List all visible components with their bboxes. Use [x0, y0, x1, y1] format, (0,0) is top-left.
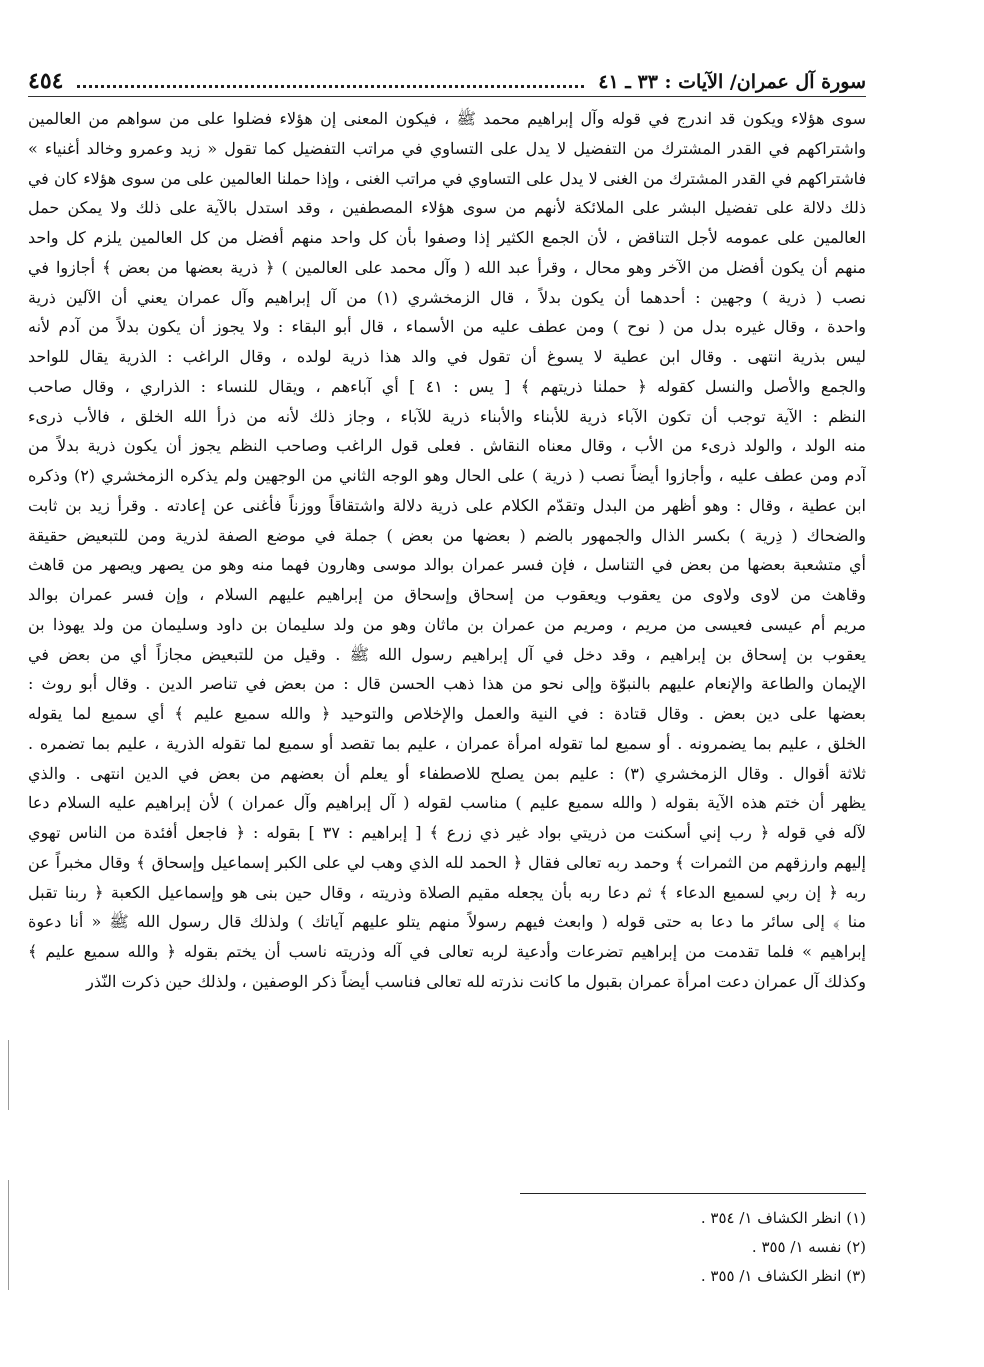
text-line: بعضها على دين بعض . وقال قتادة : في النية والعمل والإخلاص والتوحيد ﴿ والله سميع عليم ﴾ أي سميع لما يقوله: [28, 704, 866, 723]
running-title: سورة آل عمران/ الآيات : ٣٣ ـ ٤١: [598, 71, 866, 93]
text-line: إليهم وارزقهم من الثمرات ﴾ وحمد ربه تعالى فقال ﴿ الحمد لله الذي وهب لي على الكبر إسماعيل وإسحاق ﴾ وقال مخبراً عن: [28, 852, 866, 872]
text-line: فاشتراكهم في القدر المشترك من الغنى لا يدل على التساوي في مراتب الغنى ، وإذا حملنا العالمين على من سوى هؤلاء كان في: [28, 168, 866, 188]
text-line: يعقوب بن إسحاق بن إبراهيم ، وقد دخل في آل إبراهيم رسول الله ﷺ . وقيل من للتبعيض مجازاً أي من بعض في: [28, 644, 866, 664]
header-dot-leader: [77, 84, 584, 88]
text-line: وكذلك آل عمران دعت امرأة عمران بقبول ما كانت نذرته لله تعالى فناسب أيضاً ذكر الوصفين ، ولذلك حين ذكرت النّذر: [86, 971, 866, 991]
text-line: منه الولد ، والولد ذرىء من الأب ، وقال معناه النقاش . فعلى قول الراغب وصاحب النظم يجوز أن يكون ذرية بدلاً من: [28, 436, 866, 456]
text-line: ثلاثة أقوال . وقال الزمخشري (٣) : عليم بمن يصلح للاصطفاء أو يعلم أن بعضهم من بعض في الدين انتهى . والذي: [28, 763, 866, 783]
page-number: ٤٥٤: [28, 68, 64, 94]
text-line: الإيمان والطاعة والإنعام عليهم بالنبوّة وإلى نحو من هذا ذهب الحسن قال : من بعض في تناصر الدين . وقال أبو روث :: [28, 674, 866, 694]
text-line: أي متشعبة بعضها من بعض في التناسل ، فإن فسر عمران بوالد موسى وهارون فهما منه وهو من يصهر ويصهر من قاهث: [28, 555, 866, 575]
text-line: وقاهث من لاوى ولاوى من يعقوب ويعقوب من إسحاق وإسحاق من إبراهيم عليهم السلام ، وإن فسر عمران بوالد: [28, 585, 866, 604]
text-line: العالمين على عمومه لأجل التناقض ، لأن الجمع الكثير إذا وصفوا بأن كل واحد منهم أفضل من كل العالمين يلزم كل واحد: [28, 228, 866, 247]
page-header: [28, 58, 866, 92]
footnotes: [366, 1204, 866, 1291]
text-line: ابن عطية ، وقال : وهو أظهر من البدل وتقدّم الكلام على ذرية دلالة واشتقاقاً ووزناً فأغنى عن إعادته . وقرأ زيد بن ثابت: [28, 495, 866, 515]
footnote-item: (١) انظر الكشاف ١/ ٣٥٤ .: [700, 1209, 866, 1227]
header-rule: [28, 96, 866, 97]
text-line: لآله في قوله ﴿ رب إني أسكنت من ذريتي بواد غير ذي زرع ﴾ [ إبراهيم : ٣٧ ] بقوله : ﴿ فاجعل أفئدة من الناس تهوي: [28, 823, 866, 842]
text-line: آدم ومن عطف عليه ، وأجازوا أيضاً نصب ( ذرية ) على الحال وهو الوجه الثاني من الوجهين ولم يذكره الزمخشري (٢) وذكره: [28, 466, 866, 485]
text-line: الخلق ، عليم بما يضمرونه . أو سميع لما تقوله امرأة عمران ، عليم بما تقصد أو سميع لما تقوله الذرية ، عليم بما تضمره .: [28, 733, 866, 753]
scan-margin-mark: [8, 1180, 9, 1290]
text-line: والضحاك ( ذِرية ) بكسر الذال والجمهور بالضم ( بعضها من بعض ) جملة في موضع الصفة لذرية ومن للتبعيض حقيقة: [28, 525, 866, 545]
footnote-item: (٢) نفسه ١/ ٣٥٥ .: [751, 1238, 866, 1256]
text-line: إبراهيم » فلما تقدمت من إبراهيم تضرعات وأدعية لربه تعالى في آله وذريته ناسب أن يختم بقوله ﴿ والله سميع عليم ﴾: [28, 942, 866, 961]
text-line: النظم : الآية توجب أن تكون الآباء ذرية للأبناء والأبناء ذرية للآباء ، وجاز ذلك لأنه من ذرأ الله الخلق ، فالأب ذرىء: [28, 406, 866, 426]
body-text: [28, 104, 866, 1176]
text-line: منهم أن يكون أفضل من الآخر وهو محال ، وقرأ عبد الله ( وآل محمد على العالمين ) ﴿ ذرية بعضها من بعض ﴾ أجازوا في: [28, 257, 866, 277]
scan-margin-mark: [8, 1040, 9, 1110]
text-line: نصب ( ذرية ) وجهين : أحدهما أن يكون بدلاً ، قال الزمخشري (١) من آل إبراهيم وآل عمران يعني أن الآلين ذرية: [28, 287, 866, 307]
text-line: واحدة ، وقال غيره بدل من ( نوح ) ومن عطف عليه من الأسماء ، قال أبو البقاء : ولا يجوز أن يكون بدلاً من آدم لأنه: [28, 317, 866, 337]
text-line: واشتراكهم في القدر المشترك من التفضيل لا يدل على التساوي في مراتب التفضيل كما تقول « زيد وعمرو وخالد أغنياء »: [28, 138, 866, 158]
text-line: ليس بذرية انتهى . وقال ابن عطية لا يسوغ أن تقول في والد هذا ذرية لولده ، وقال الراغب : الذرية يقال للواحد: [28, 347, 866, 366]
text-line: سوى هؤلاء ويكون قد اندرج في قوله وآل إبراهيم محمد ﷺ ، فيكون المعنى إن هؤلاء فضلوا على من سواهم من العالمين: [28, 109, 866, 128]
text-line: منا ﴾ إلى سائر ما دعا به حتى قوله ( وابعث فيهم رسولاً منهم يتلو عليهم آياتك ) ولذلك قال رسول الله ﷺ « أنا دعوة: [28, 912, 866, 932]
footnote-item: (٣) انظر الكشاف ١/ ٣٥٥ .: [700, 1267, 866, 1285]
text-line: ذلك دلالة على تفضيل البشر على الملائكة لأنهم من سوى هؤلاء المصطفين ، وقد استدل بالآية على ذلك ولا يمكن حمل: [28, 198, 866, 218]
footnote-rule: [520, 1193, 866, 1194]
text-line: ربه ﴿ إن ربي لسميع الدعاء ﴾ ثم دعا ربه بأن يجعله مقيم الصلاة وذريته ، وقال حين بنى هو وإسماعيل الكعبة ﴿ ربنا تقبل: [28, 882, 866, 902]
text-line: يظهر أن ختم هذه الآية بقوله ( والله سميع عليم ) مناسب لقوله ( آل إبراهيم وآل عمران ) لأن إبراهيم عليه السلام دعا: [28, 793, 866, 813]
text-line: والجمع والأصل والنسل كقوله ﴿ حملنا ذريتهم ﴾ [ يس : ٤١ ] أي آباءهم ، ويقال للنساء : الذراري ، وقال صاحب: [28, 376, 866, 396]
text-line: مريم أم عيسى فعيسى من مريم ، ومريم من عمران بن ماثان وهو من ولد سليمان بن داود وسليمان من ولد يهوذا بن: [28, 614, 866, 634]
